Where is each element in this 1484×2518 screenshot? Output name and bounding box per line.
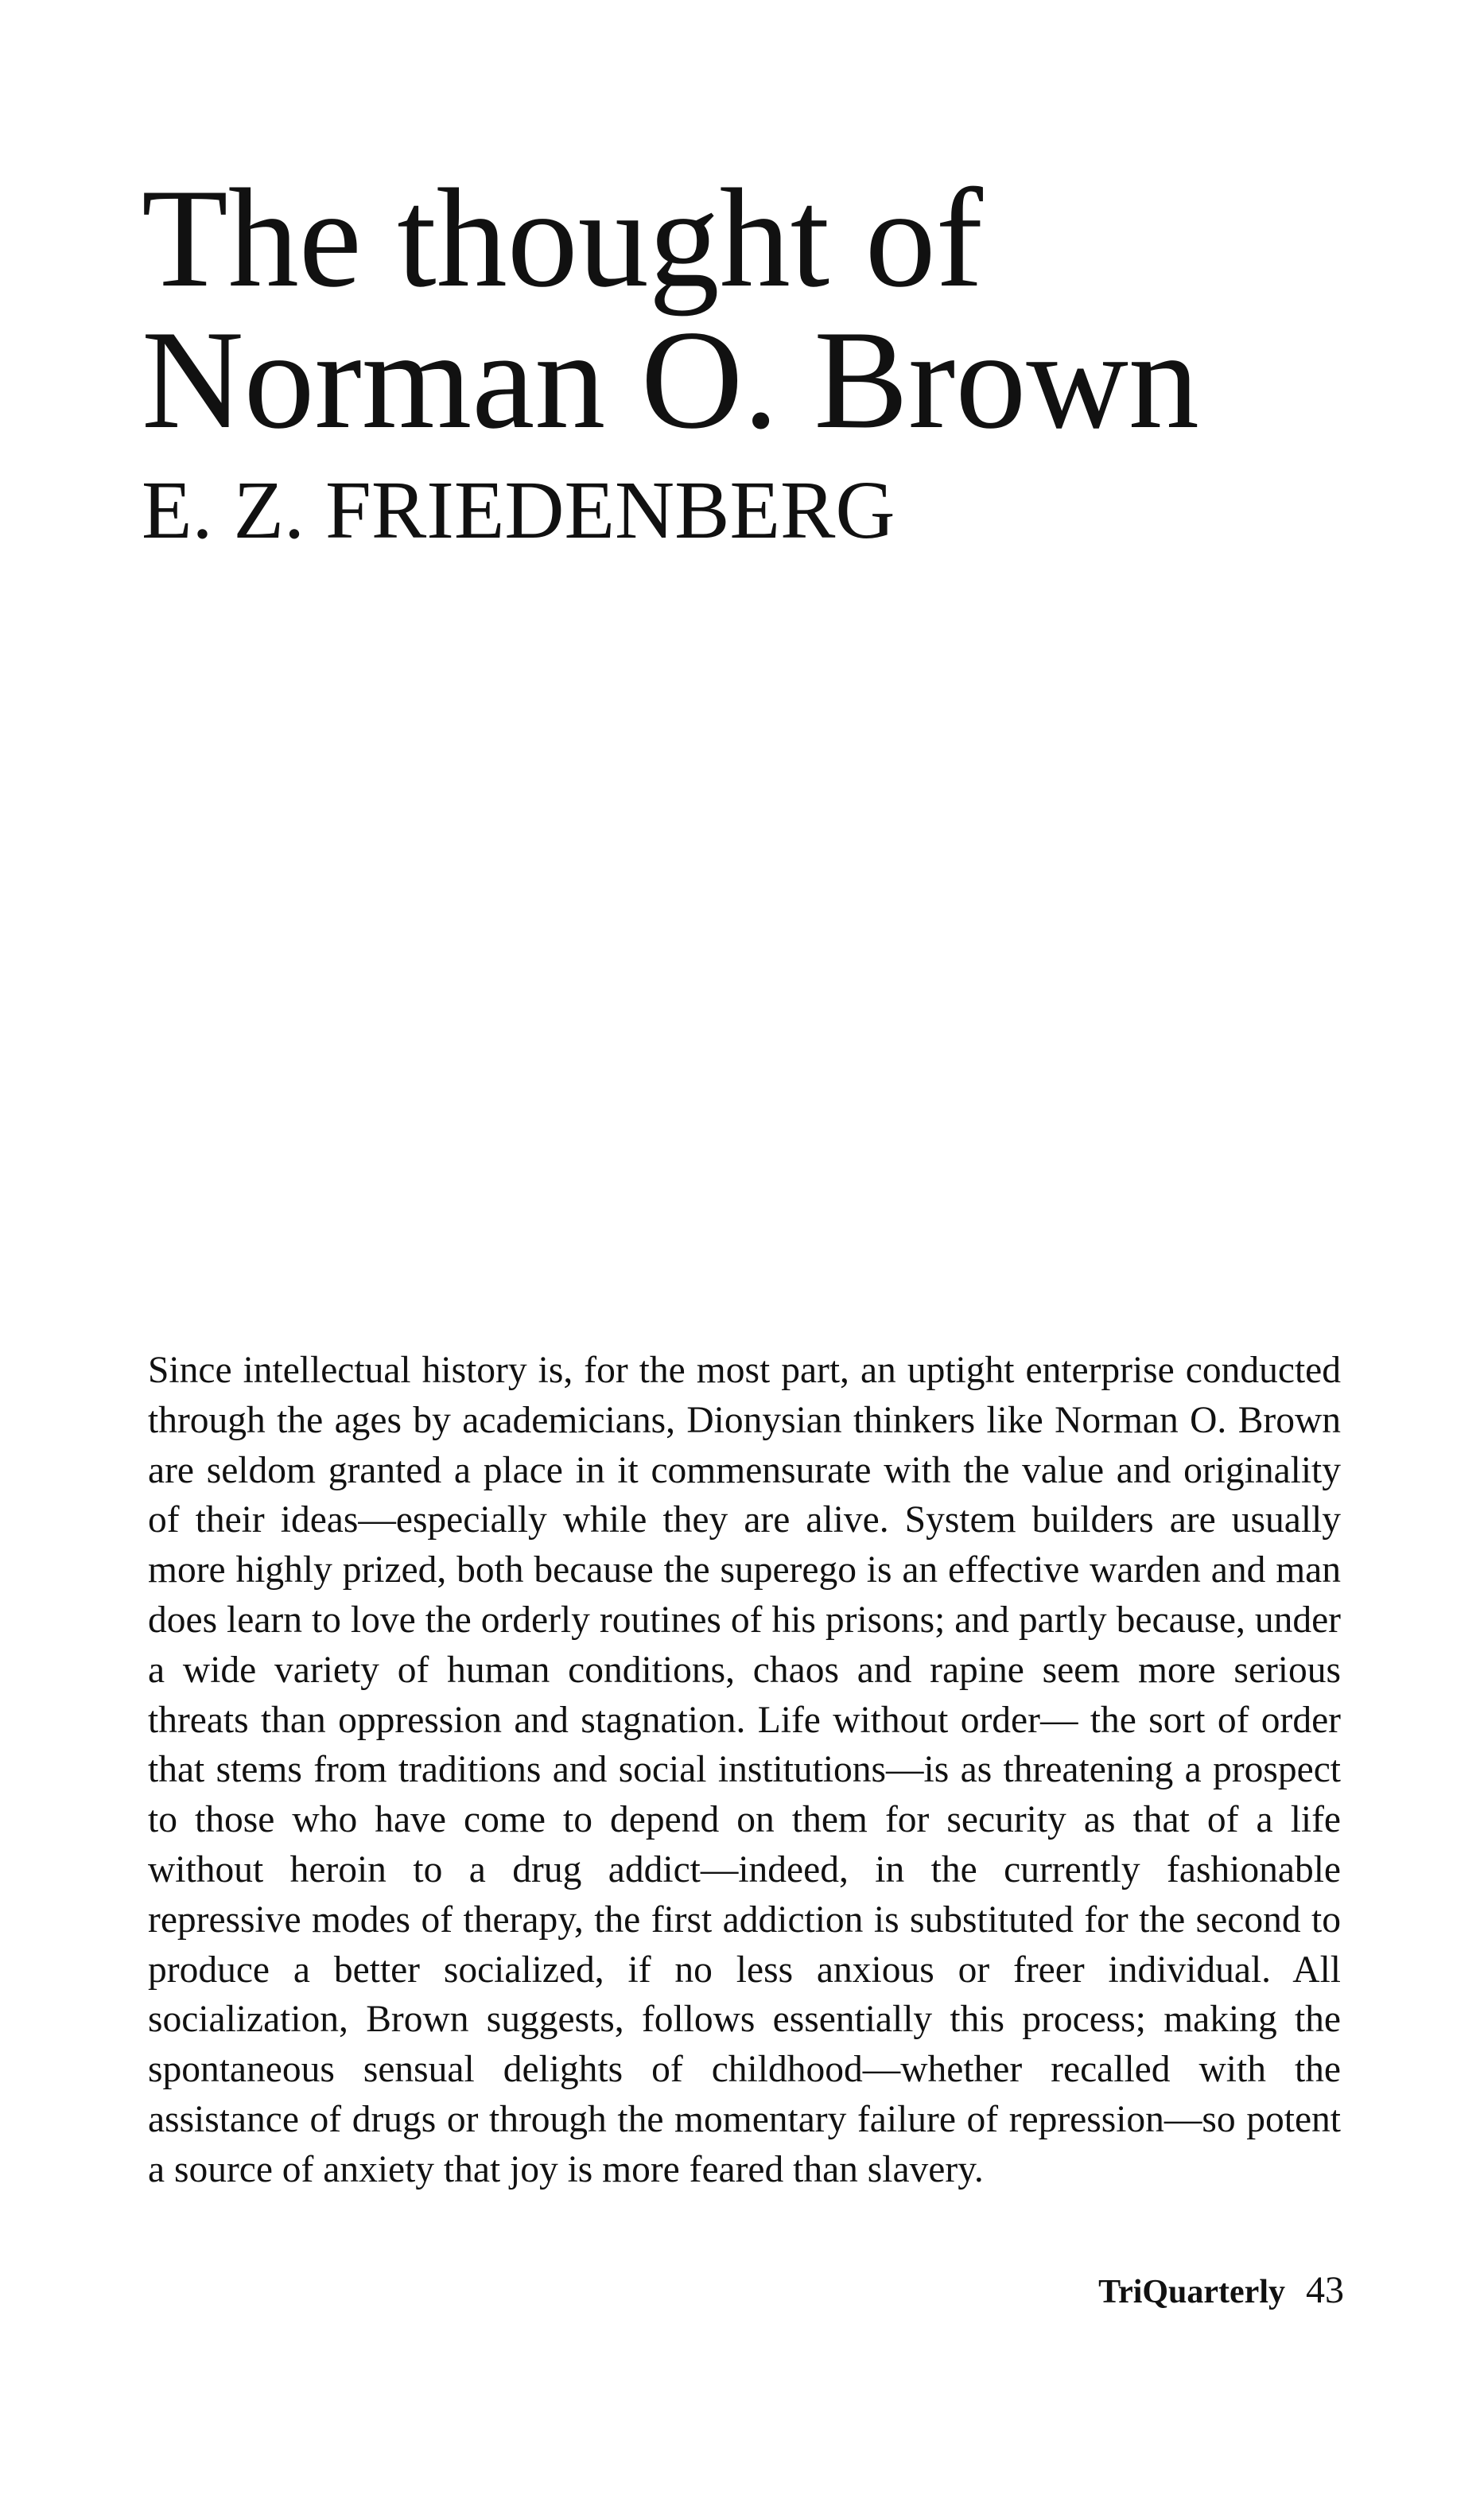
article-title-line-2: Norman O. Brown xyxy=(142,301,1199,458)
article-author: E. Z. FRIEDENBERG xyxy=(142,464,895,556)
article-title xyxy=(142,159,1414,458)
page-number: 43 xyxy=(1306,2269,1344,2311)
page-footer xyxy=(994,2271,1344,2310)
journal-name: TriQuarterly xyxy=(1098,2274,1285,2310)
article-body-paragraph: Since intellectual history is, for the most part, an uptight enterprise conducted through the ages by academicians, Dionysian thinkers like Norman O. Brown are seldom granted a place in it commensurate with the value and originality of their ideas—especially while they are alive. System builders are usually more highly prized, both because the superego is an effective warden and man does learn to love the orderly routines of his prisons; and partly because, under a wide variety of human conditions, chaos and rapine seem more serious threats than oppression and stagnation. Life without order— the sort of order that stems from traditions and social institutions—is as threatening a prospect to those who have come to depend on them for security as that of a life without heroin to a drug addict—indeed, in the currently fashionable repressive modes of therapy, the first addiction is substituted for the second to produce a better socialized, if no less anxious or freer individual. All socialization, Brown suggests, follows essentially this process; making the spontaneous sensual delights of childhood—whether recalled with the assistance of drugs or through the momentary failure of repression—so potent a source of anxiety that joy is more feared than slavery. xyxy=(148,1350,1341,2190)
article-title-line-1: The thought of xyxy=(142,159,983,317)
